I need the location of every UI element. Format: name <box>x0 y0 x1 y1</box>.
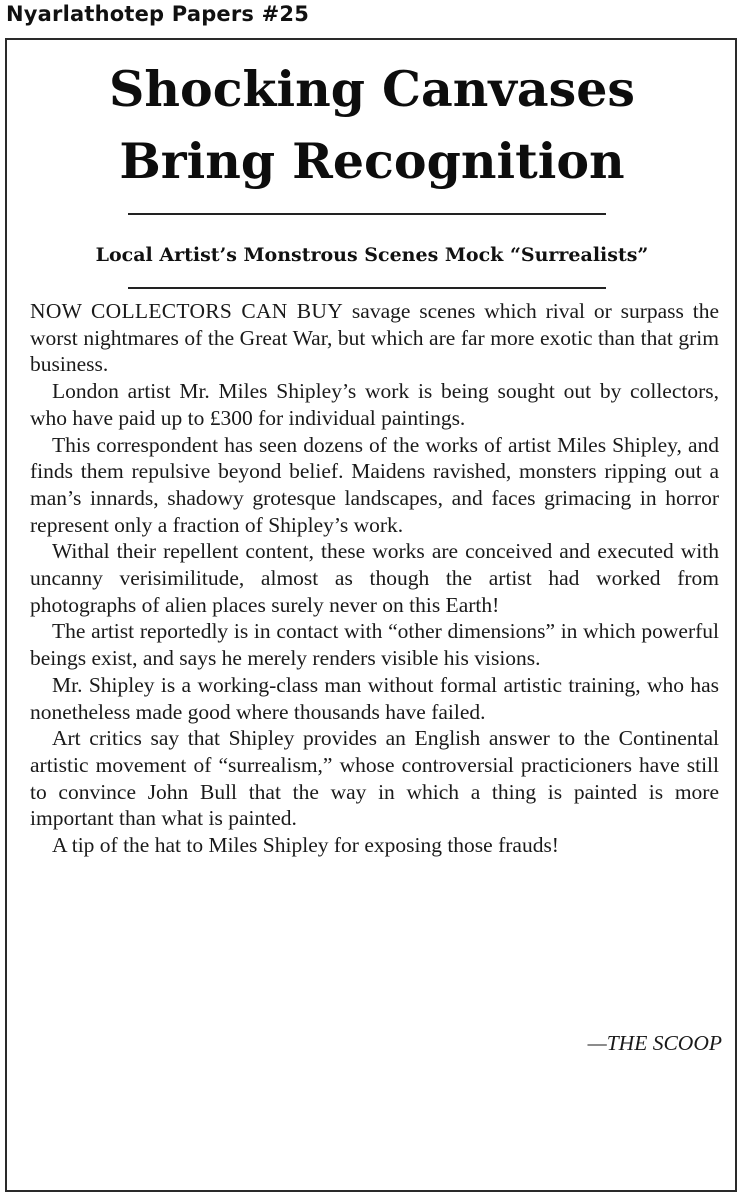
headline <box>0 53 744 197</box>
article-paragraph-6: Mr. Shipley is a working-class man without formal artistic training, who has nonetheless made good where thousands have failed. <box>30 672 719 724</box>
bottom-rule <box>128 287 606 289</box>
headline-line-1: Shocking Canvases <box>109 60 635 118</box>
article-paragraph-3: This correspondent has seen dozens of the works of artist Miles Shipley, and finds them repulsive beyond belief. Maidens ravished, monsters ripping out a man’s innards, shadowy grotesque landscapes, and faces grimacing in horror represent only a fraction of Shipley’s work. <box>30 432 719 537</box>
article-paragraph-2: London artist Mr. Miles Shipley’s work is being sought out by collectors, who have paid up to £300 for individual paintings. <box>30 379 719 430</box>
article-paragraph-1 <box>30 298 719 378</box>
lead-in-caps: NOW COLLECTORS CAN BUY <box>30 299 344 323</box>
top-rule <box>128 213 606 215</box>
lead-in-text: savage scenes which rival or surpass the worst nightmares of the Great War, but which are far more exotic than that grim business. <box>30 299 719 377</box>
headline-line-2: Bring Recognition <box>119 132 625 190</box>
subheadline: Local Artist’s Monstrous Scenes Mock “Surrealists” <box>95 244 649 266</box>
article-paragraph-7: Art critics say that Shipley provides an English answer to the Continental artistic movement of “surrealism,” whose controversial practicioners have still to convince John Bull that the way in which a thing is painted is more important than what is painted. <box>30 726 719 831</box>
series-label: Nyarlathotep Papers #25 <box>6 2 310 26</box>
article-paragraph-8: A tip of the hat to Miles Shipley for exposing those frauds! <box>52 833 559 858</box>
signature: —THE SCOOP <box>587 1031 722 1055</box>
article-paragraph-4: Withal their repellent content, these works are conceived and executed with uncanny verisimilitude, almost as though the artist had worked from photographs of alien places surely never on this Earth! <box>30 539 719 617</box>
article-paragraph-5: The artist reportedly is in contact with “other dimensions” in which powerful beings exist, and says he merely renders visible his visions. <box>30 619 719 671</box>
article-body <box>30 298 719 859</box>
